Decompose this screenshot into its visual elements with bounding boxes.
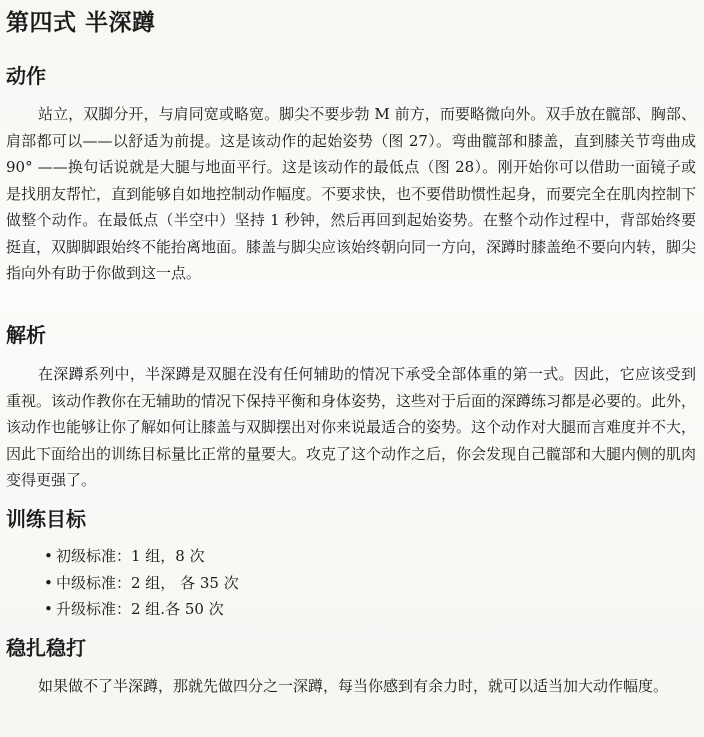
bullet-icon: • [44,573,53,592]
paragraph-action: 站立，双脚分开，与肩同宽或略宽。脚尖不要步勃 M 前方，而要略微向外。双手放在髋部、胸部、肩部都可以——以舒适为前提。这是该动作的起始姿势（图 27）。弯曲髋部和膝盖，直到膝关节弯曲成 90° ——换句话说就是大腿与地面平行。这是该动作的最低点（图 28）。刚开始你可以借助一面镜子或是找朋友帮忙，直到能够自如地控制动作幅度。不要求快，也不要借助惯性起身，而要完全在肌肉控制下做整个动作。在最低点（半空中）坚持 1 秒钟，然后再回到起始姿势。在整个动作过程中，背部始终要挺直，双脚脚跟始终不能抬离地面。膝盖与脚尖应该始终朝向同一方向，深蹲时膝盖绝不要向内转，脚尖指向外有助于你做到这一点。 [6,105,697,282]
section-heading-goals: 训练目标 [6,507,86,531]
goals-list [44,543,239,623]
list-item: • 升级标准：2 组.各 50 次 [44,596,239,623]
paragraph-steady: 如果做不了半深蹲，那就先做四分之一深蹲，每当你感到有余力时，就可以适当加大动作幅度。 [38,677,669,695]
section-heading-analysis: 解析 [6,323,46,347]
section-heading-steady: 稳扎稳打 [6,636,86,660]
bullet-icon: • [44,547,53,565]
list-item: • 初级标准：1 组，8 次 [44,543,239,570]
bullet-icon: • [44,600,53,618]
paragraph-analysis: 在深蹲系列中，半深蹲是双腿在没有任何辅助的情况下承受全部体重的第一式。因此，它应该受到重视。该动作教你在无辅助的情况下保持平衡和身体姿势，这些对于后面的深蹲练习都是必要的。此外，该动作也能够让你了解如何让膝盖与双脚摆出对你来说最适合的姿势。这个动作对大腿而言难度并不大，因此下面给出的训练目标量比正常的量要大。攻克了这个动作之后，你会发现自己髋部和大腿内侧的肌肉变得更强了。 [6,365,697,489]
page-title: 第四式 半深蹲 [6,10,156,36]
list-item: • 中级标准：2 组， 各 35 次 [44,570,239,597]
section-heading-action: 动作 [6,64,46,88]
